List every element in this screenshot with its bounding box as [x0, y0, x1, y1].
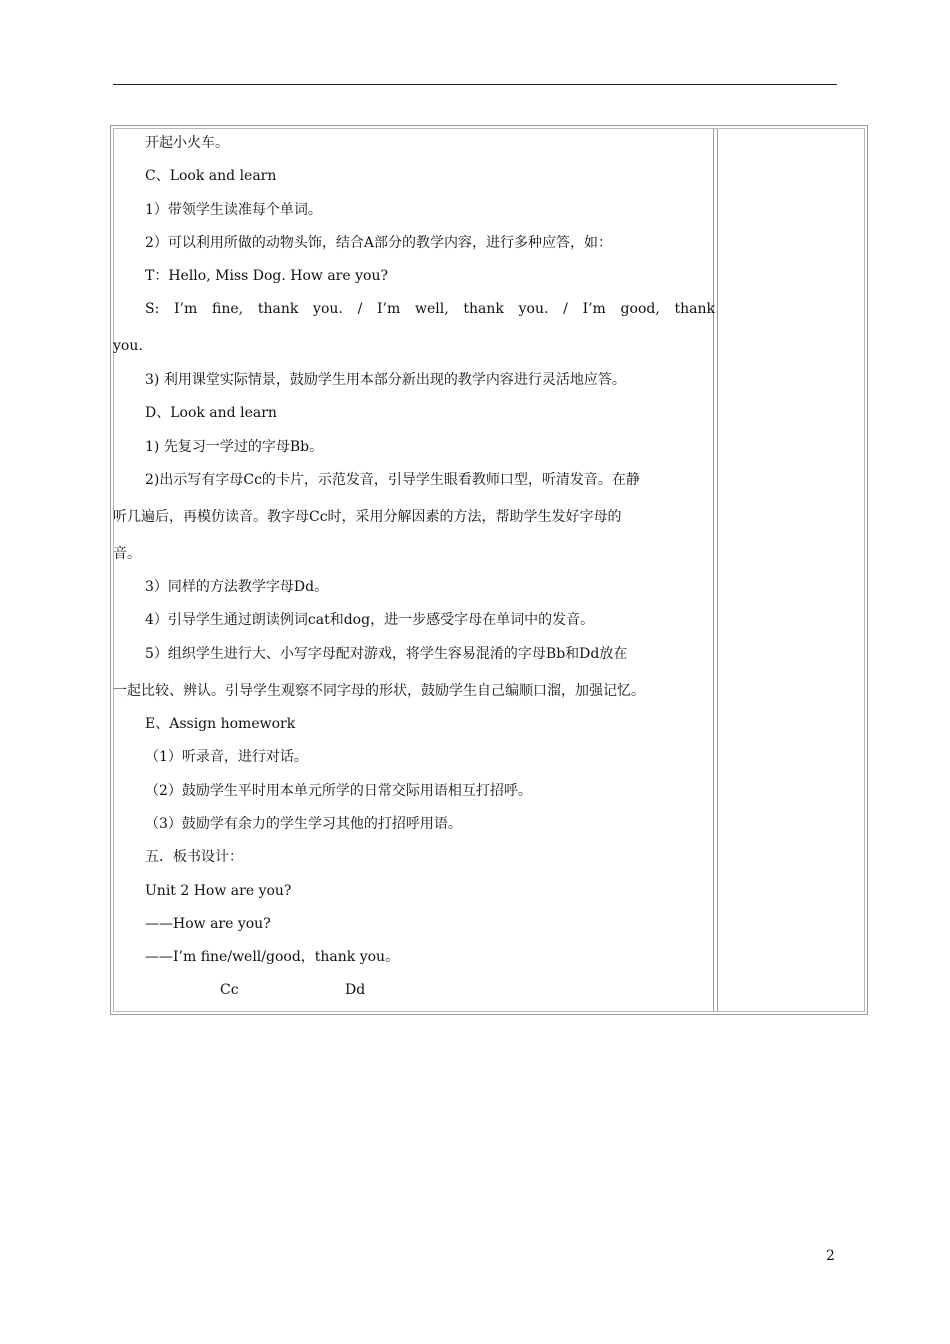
board-letter: Cc	[220, 982, 239, 998]
column-divider	[713, 129, 718, 1011]
text-line: 音。	[113, 546, 141, 562]
text-line: 3) 利用课堂实际情景，鼓励学生用本部分新出现的教学内容进行灵活地应答。	[145, 372, 626, 388]
text-line: 开起小火车。	[145, 135, 229, 151]
page-number: 2	[826, 1248, 835, 1264]
section-heading: E、Assign homework	[145, 716, 296, 732]
text-line: you.	[113, 338, 143, 354]
section-heading: D、Look and learn	[145, 405, 277, 421]
dialogue-line: S: I’m fine, thank you. / I’m well, thank you. / I’m good, thank	[145, 301, 715, 317]
text-line: 2)出示写有字母Cc的卡片，示范发音，引导学生眼看教师口型，听清发音。在静	[145, 472, 640, 488]
board-line: Unit 2 How are you?	[145, 883, 292, 899]
section-heading: 五．板书设计：	[145, 849, 243, 865]
board-letter: Dd	[345, 982, 366, 998]
text-line: 一起比较、辨认。引导学生观察不同字母的形状，鼓励学生自己编顺口溜，加强记忆。	[113, 683, 645, 699]
text-line: 5）组织学生进行大、小写字母配对游戏，将学生容易混淆的字母Bb和Dd放在	[145, 646, 628, 662]
text-line: （3）鼓励学有余力的学生学习其他的打招呼用语。	[145, 816, 462, 832]
header-rule	[113, 84, 837, 85]
board-line: ——How are you?	[145, 916, 271, 932]
text-line: （2）鼓励学生平时用本单元所学的日常交际用语相互打招呼。	[145, 783, 532, 799]
text-line: 2）可以利用所做的动物头饰，结合A部分的教学内容，进行多种应答，如：	[145, 235, 613, 251]
text-line: 1) 先复习一学过的字母Bb。	[145, 439, 324, 455]
dialogue-line: T：Hello, Miss Dog. How are you?	[145, 268, 388, 284]
board-line: ——I’m fine/well/good，thank you。	[145, 949, 400, 965]
text-line: 4）引导学生通过朗读例词cat和dog，进一步感受字母在单词中的发音。	[145, 612, 595, 628]
lesson-content-cell	[113, 125, 713, 1005]
text-line: （1）听录音，进行对话。	[145, 749, 308, 765]
text-line: 3）同样的方法教学字母Dd。	[145, 579, 329, 595]
text-line: 听几遍后，再模仿读音。教字母Cc时，采用分解因素的方法，帮助学生发好字母的	[113, 509, 622, 525]
text-line: 1）带领学生读准每个单词。	[145, 202, 322, 218]
section-heading: C、Look and learn	[145, 168, 277, 184]
